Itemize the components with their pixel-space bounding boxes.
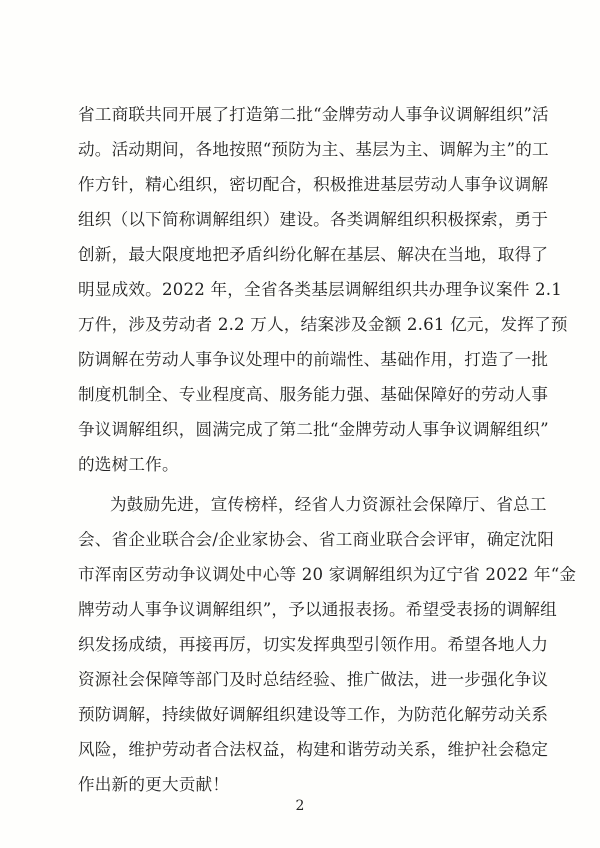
- text-line: 明显成效。2022 年，全省各类基层调解组织共办理争议案件 2.1: [78, 280, 563, 299]
- text-line: 为鼓励先进，宣传榜样，经省人力资源社会保障厅、省总工: [110, 495, 547, 514]
- text-line: 创新，最大限度地把矛盾纠纷化解在基层、解决在当地，取得了: [78, 245, 549, 264]
- text-line: 会、省企业联合会/企业家协会、省工商业联合会评审，确定沈阳: [78, 530, 555, 549]
- text-line: 组织（以下简称调解组织）建设。各类调解组织积极探索，勇于: [78, 210, 549, 229]
- text-line: 省工商联共同开展了打造第二批“金牌劳动人事争议调解组织”活: [78, 105, 549, 124]
- text-line: 风险，维护劳动者合法权益，构建和谐劳动关系，维护社会稳定: [78, 740, 549, 759]
- text-line: 制度机制全、专业程度高、服务能力强、基础保障好的劳动人事: [78, 385, 549, 404]
- text-line: 动。活动期间，各地按照“预防为主、基层为主、调解为主”的工: [78, 140, 549, 159]
- text-line: 的选树工作。: [78, 455, 179, 474]
- page-number: 2: [295, 798, 305, 814]
- text-line: 市浑南区劳动争议调处中心等 20 家调解组织为辽宁省 2022 年“金: [78, 565, 577, 584]
- text-line: 防调解在劳动人事争议处理中的前端性、基础作用，打造了一批: [78, 350, 549, 369]
- text-line: 作出新的更大贡献！: [78, 775, 230, 794]
- text-line: 预防调解，持续做好调解组织建设等工作，为防范化解劳动关系: [78, 705, 549, 724]
- text-line: 作方针，精心组织，密切配合，积极推进基层劳动人事争议调解: [78, 175, 549, 194]
- text-line: 牌劳动人事争议调解组织”，予以通报表扬。希望受表扬的调解组: [78, 600, 557, 619]
- text-line: 争议调解组织，圆满完成了第二批“金牌劳动人事争议调解组织”: [78, 420, 549, 439]
- text-line: 万件，涉及劳动者 2.2 万人，结案涉及金额 2.61 亿元，发挥了预: [78, 315, 568, 334]
- text-line: 资源社会保障等部门及时总结经验、推广做法，进一步强化争议: [78, 670, 549, 689]
- text-line: 织发扬成绩，再接再厉，切实发挥典型引领作用。希望各地人力: [78, 635, 549, 654]
